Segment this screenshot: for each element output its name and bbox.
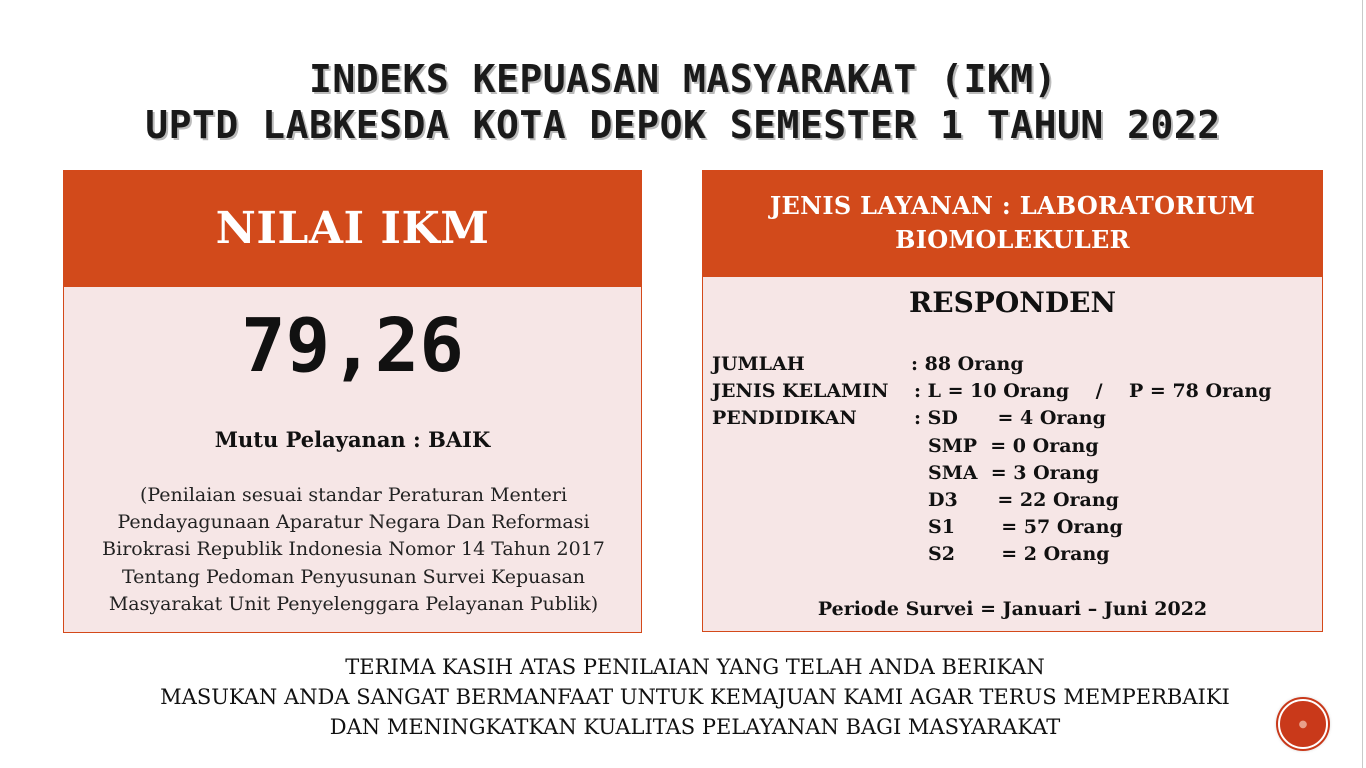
ikm-score-value: 79,26: [241, 303, 464, 389]
row-label: JENIS KELAMIN: [712, 380, 889, 403]
responden-row-d3: [712, 487, 1312, 514]
circle-nav-icon: ●: [1298, 718, 1308, 730]
mutu-pelayanan-text: Mutu Pelayanan : BAIK: [214, 427, 491, 452]
row-value: D3 = 22 Orang: [928, 488, 1119, 511]
title-line-2: UPTD LABKESDA KOTA DEPOK SEMESTER 1 TAHUN 2022: [145, 103, 1221, 147]
regulation-note-line: Masyarakat Unit Penyelenggara Pelayanan Publik): [108, 592, 599, 615]
jenis-layanan-header: [703, 171, 1322, 277]
regulation-note: [74, 482, 633, 618]
responden-row-smp: [712, 433, 1312, 460]
regulation-note-line: Pendayagunaan Aparatur Negara Dan Reformasi: [117, 511, 590, 534]
regulation-note-line: Birokrasi Republik Indonesia Nomor 14 Tahun 2017: [102, 538, 605, 561]
row-value: SMP = 0 Orang: [928, 434, 1099, 457]
responden-table: [712, 351, 1312, 569]
thank-you-line-2: MASUKAN ANDA SANGAT BERMANFAAT UNTUK KEMAJUAN KAMI AGAR TERUS MEMPERBAIKI: [160, 685, 1230, 709]
row-value: : L = 10 Orang / P = 78 Orang: [914, 380, 1272, 403]
slide-nav-button[interactable]: [1278, 699, 1328, 749]
row-label: JUMLAH: [712, 353, 805, 375]
row-label: PENDIDIKAN: [712, 407, 857, 430]
thank-you-message: [0, 652, 1366, 742]
responden-row-s2: [712, 541, 1312, 568]
responden-row-pendidikan: [712, 405, 1312, 432]
thank-you-line-3: DAN MENINGKATKAN KUALITAS PELAYANAN BAGI MASYARAKAT: [329, 715, 1061, 739]
responden-row-jumlah: [712, 351, 1312, 378]
row-value: SMA = 3 Orang: [928, 461, 1100, 484]
nilai-ikm-header: NILAI IKM: [64, 171, 641, 287]
nilai-ikm-panel: [63, 170, 642, 633]
responden-title: RESPONDEN: [908, 286, 1117, 319]
row-value: : 88 Orang: [911, 353, 1024, 375]
responden-row-jenis-kelamin: [712, 378, 1312, 405]
row-value: : SD = 4 Orang: [914, 407, 1106, 430]
jenis-layanan-line-1: JENIS LAYANAN : LABORATORIUM: [769, 191, 1256, 220]
responden-panel: [702, 170, 1323, 632]
regulation-note-line: Tentang Pedoman Penyusunan Survei Kepuasan: [121, 565, 586, 588]
regulation-note-line: (Penilaian sesuai standar Peraturan Menteri: [139, 484, 568, 506]
slide-title: [0, 56, 1366, 148]
jenis-layanan-line-2: BIOMOLEKULER: [895, 225, 1130, 254]
thank-you-line-1: TERIMA KASIH ATAS PENILAIAN YANG TELAH ANDA BERIKAN: [345, 655, 1045, 679]
responden-row-s1: [712, 514, 1312, 541]
row-value: S2 = 2 Orang: [928, 543, 1110, 566]
row-value: S1 = 57 Orang: [928, 516, 1123, 539]
responden-row-sma: [712, 460, 1312, 487]
title-line-1: INDEKS KEPUASAN MASYARAKAT (IKM): [308, 57, 1058, 101]
periode-survei: Periode Survei = Januari – Juni 2022: [817, 598, 1208, 620]
